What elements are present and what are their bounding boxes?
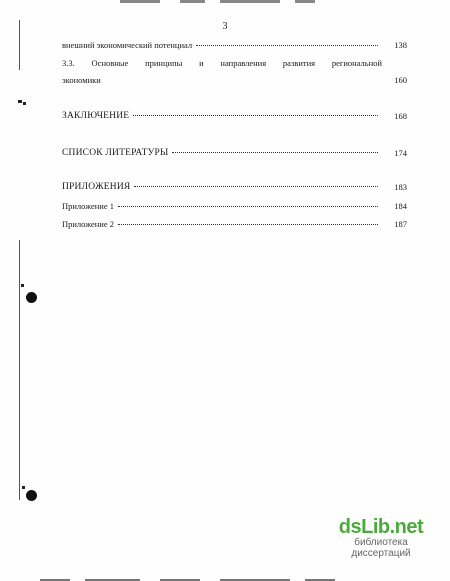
page-number: 3 [222,21,228,32]
toc-entry-page: 187 [394,219,407,229]
scan-speck [18,100,22,103]
toc-entry [62,201,407,211]
toc-entry [62,182,407,192]
leader-dots [118,206,378,207]
toc-entry-title: внешний экономический потенциал [62,40,193,50]
toc-entry-title: СПИСОК ЛИТЕРАТУРЫ [62,148,169,158]
leader-dots [118,224,378,225]
toc-entry [62,111,407,121]
leader-dots [134,186,378,187]
scan-artifact-top [120,0,320,4]
scan-speck [22,486,25,489]
toc-entry-title-line2: экономики [62,75,101,85]
toc-entry-page: 168 [394,111,407,121]
watermark [326,516,436,559]
punch-hole [26,490,37,501]
scan-artifact-bottom [40,577,340,581]
toc-entry [62,219,407,229]
scan-speck [21,284,24,287]
scan-margin-line [19,240,20,500]
toc-entry-title: ПРИЛОЖЕНИЯ [62,182,131,192]
toc-entry [62,148,407,158]
leader-dots [172,152,378,153]
toc-entry-page: 160 [394,75,407,85]
watermark-subtitle: библиотека диссертаций [351,537,411,559]
toc-entry [62,75,407,85]
toc-entry-title: Приложение 1 [62,201,114,211]
toc-entry-title-line1: 3.3. Основные принципы и направления развития региональной [62,58,382,68]
toc-entry-page: 174 [394,148,407,158]
toc-entry-page: 138 [394,40,407,50]
punch-hole [26,292,37,303]
toc-entry-page: 183 [394,182,407,192]
leader-dots [133,115,378,116]
watermark-brand: dsLib.net [338,516,424,538]
toc-entry-page: 184 [394,201,407,211]
toc-entry [62,40,407,50]
toc-entry-title: Приложение 2 [62,219,114,229]
scan-speck [23,102,26,105]
leader-dots [196,45,378,46]
toc-entry-title: ЗАКЛЮЧЕНИЕ [62,111,130,121]
